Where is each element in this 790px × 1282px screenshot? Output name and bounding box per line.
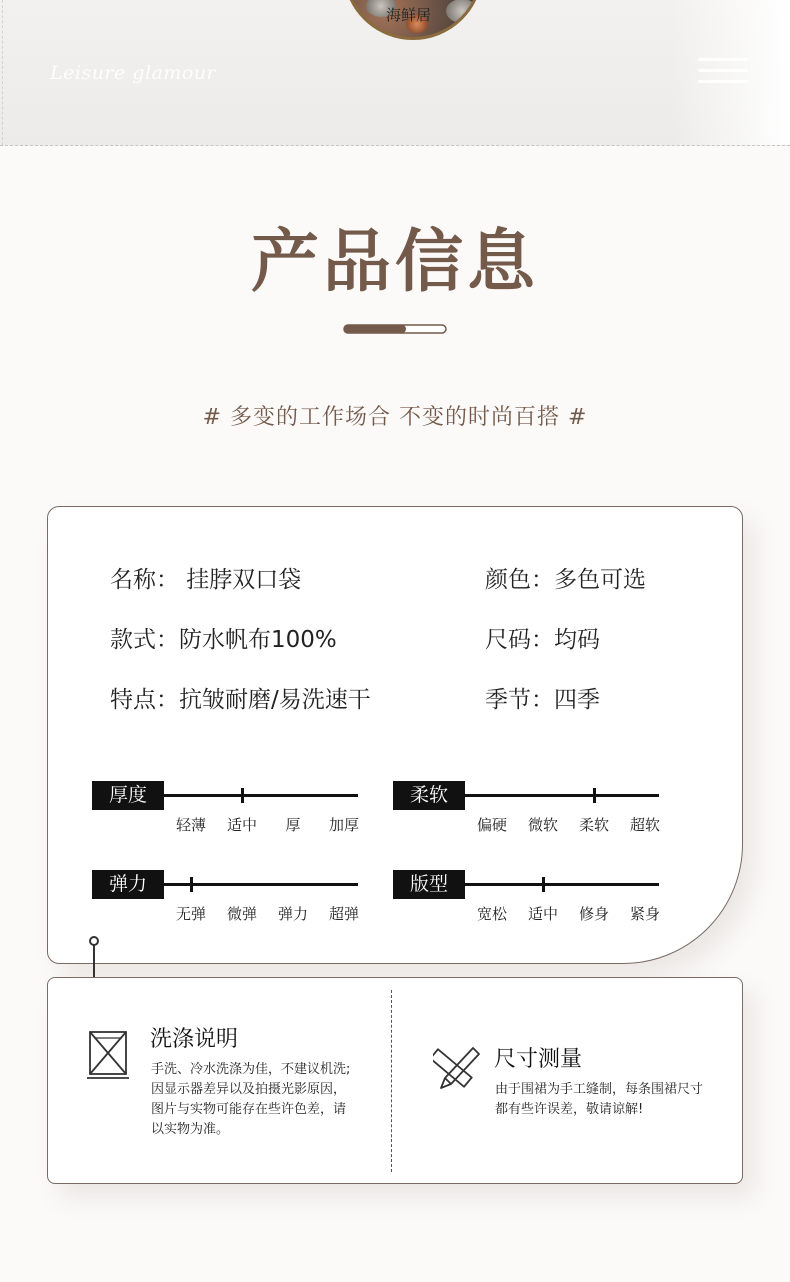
dashed-divider <box>391 990 392 1172</box>
measure-line: 由于围裙为手工缝制，每条围裙尺寸 <box>495 1082 704 1097</box>
menu-lines-icon <box>698 58 748 88</box>
scale-label: 弹力 <box>277 905 309 923</box>
banner-script-text: Leisure glamour <box>50 62 217 84</box>
fit-scale <box>393 870 661 923</box>
no-wash-icon <box>86 1028 130 1082</box>
scale-label: 轻薄 <box>175 816 207 834</box>
scale-marker <box>542 877 545 892</box>
wash-line: 图片与实物可能存在些许色差，请 <box>151 1102 347 1117</box>
info-style: 款式：防水帆布100% <box>110 627 337 653</box>
scale-line <box>162 794 358 797</box>
info-size: 尺码：均码 <box>485 627 600 653</box>
scale-label: 适中 <box>527 905 559 923</box>
scale-label: 柔软 <box>578 816 610 834</box>
scale-label: 微弹 <box>226 905 258 923</box>
scale-tag: 弹力 <box>92 870 164 899</box>
care-instructions-card <box>47 977 743 1184</box>
info-color: 颜色：多色可选 <box>485 567 646 593</box>
scale-label: 偏硬 <box>476 816 508 834</box>
page-subtitle: # 多变的工作场合 不变的时尚百搭 # <box>202 405 588 430</box>
banner-dashed-border-left <box>2 0 3 145</box>
top-banner <box>0 0 790 146</box>
scale-tag: 厚度 <box>92 781 164 810</box>
ruler-pencil-icon <box>433 1044 483 1092</box>
wash-title: 洗涤说明 <box>150 1027 239 1052</box>
title-decoration-bar <box>343 324 447 334</box>
info-name: 名称： 挂脖双口袋 <box>110 567 302 593</box>
scale-label: 厚 <box>285 816 301 834</box>
softness-scale <box>393 781 661 834</box>
scale-label: 微软 <box>527 816 559 834</box>
scale-label: 无弹 <box>175 905 207 923</box>
page-title: 产品信息 <box>250 223 539 302</box>
scale-marker <box>241 788 244 803</box>
measure-text <box>495 1080 730 1120</box>
wash-line: 因显示器差异以及拍摄光影原因， <box>151 1082 347 1097</box>
measure-title: 尺寸测量 <box>494 1047 583 1072</box>
scale-label: 适中 <box>226 816 258 834</box>
scale-label: 加厚 <box>328 816 360 834</box>
plate-label: 海鲜居 <box>386 6 432 24</box>
scale-tag: 版型 <box>393 870 465 899</box>
wash-text <box>151 1060 371 1140</box>
scale-line <box>463 883 659 886</box>
scale-label: 宽松 <box>476 905 508 923</box>
scale-marker <box>593 788 596 803</box>
scale-label: 修身 <box>578 905 610 923</box>
thickness-scale <box>92 781 360 834</box>
info-feature: 特点：抗皱耐磨/易洗速干 <box>110 687 371 713</box>
scale-line <box>463 794 659 797</box>
scale-tag: 柔软 <box>393 781 465 810</box>
scale-label: 超弹 <box>328 905 360 923</box>
product-info-card <box>47 506 743 964</box>
measure-line: 都有些许误差，敬请谅解! <box>495 1102 644 1117</box>
scale-label: 紧身 <box>629 905 661 923</box>
info-season: 季节：四季 <box>485 687 600 713</box>
elasticity-scale <box>92 870 360 923</box>
scale-marker <box>190 877 193 892</box>
scale-label: 超软 <box>629 816 661 834</box>
wash-line: 以实物为准。 <box>151 1122 230 1137</box>
wash-line: 手洗、冷水洗涤为佳，不建议机洗; <box>151 1062 351 1077</box>
